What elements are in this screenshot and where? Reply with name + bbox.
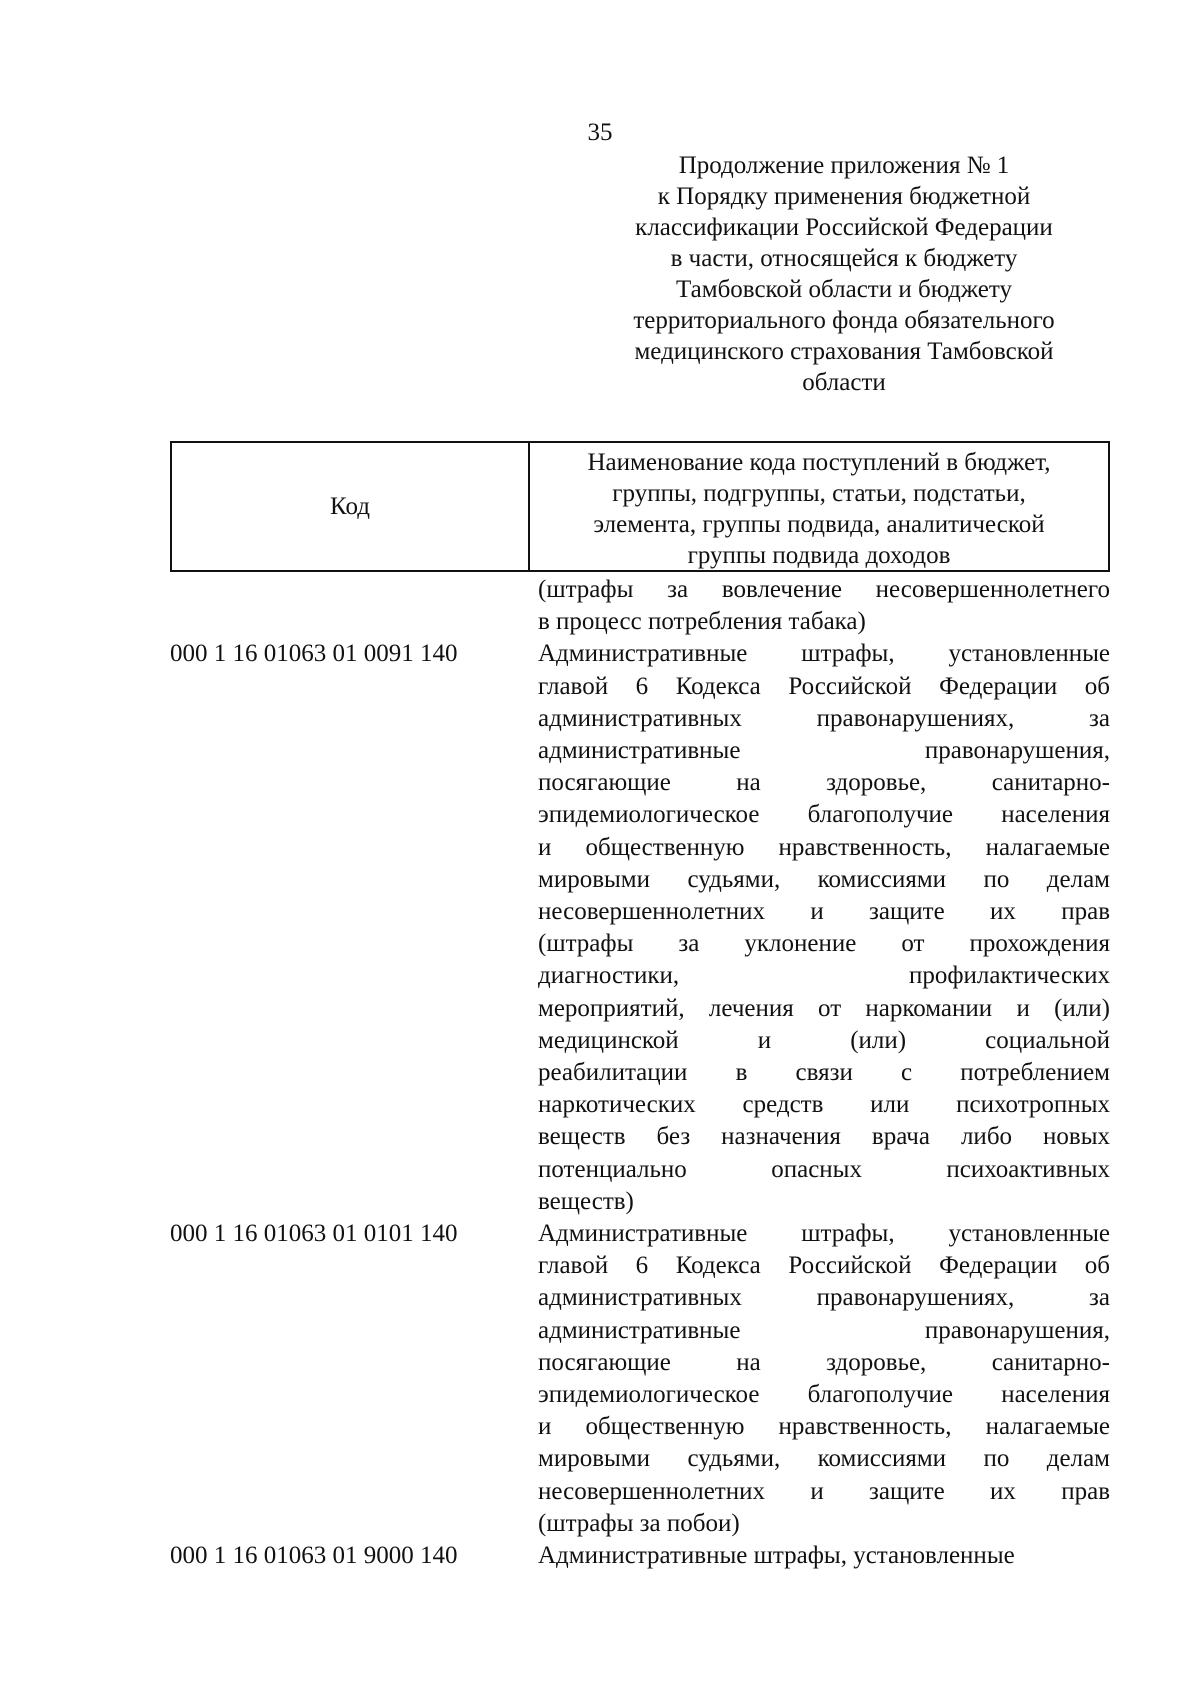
row-code: 000 1 16 01063 01 0101 140 xyxy=(170,1220,458,1248)
table-body xyxy=(170,574,1110,1572)
description-line: веществ) xyxy=(538,1187,634,1215)
description-line: эпидемиологическое благополучие населения xyxy=(538,801,1110,829)
description-line: эпидемиологическое благополучие населения xyxy=(538,1381,1110,1409)
appendix-note-line: территориального фонда обязательного xyxy=(633,307,1055,334)
appendix-note-line: к Порядку применения бюджетной xyxy=(657,183,1031,210)
description-line: Административные штрафы, установленные xyxy=(538,1542,1015,1570)
row-code: 000 1 16 01063 01 9000 140 xyxy=(170,1542,458,1570)
header-name-line: Наименование кода поступлений в бюджет, xyxy=(587,449,1051,476)
row-description xyxy=(536,638,1110,1218)
description-line: главой 6 Кодекса Российской Федерации об xyxy=(538,672,1110,700)
table-row xyxy=(170,1218,1110,1540)
header-name-label xyxy=(530,443,1108,570)
description-line: диагностики, профилактических xyxy=(538,962,1110,990)
description-line: посягающие на здоровье, санитарно- xyxy=(538,769,1110,797)
appendix-note-line: медицинского страхования Тамбовской xyxy=(634,338,1054,365)
description-line: веществ без назначения врача либо новых xyxy=(538,1123,1110,1151)
header-name-line: группы подвида доходов xyxy=(687,542,951,569)
description-line: мировыми судьями, комиссиями по делам xyxy=(538,865,1110,893)
description-line: несовершеннолетних и защите их прав xyxy=(538,898,1110,926)
description-line: несовершеннолетних и защите их прав xyxy=(538,1477,1110,1505)
header-name-line: группы, подгруппы, статьи, подстатьи, xyxy=(612,480,1026,507)
table-row xyxy=(170,1540,1110,1572)
description-line: главой 6 Кодекса Российской Федерации об xyxy=(538,1252,1110,1280)
table-header xyxy=(170,441,1110,572)
row-description xyxy=(536,574,1110,638)
header-name-line: элемента, группы подвида, аналитической xyxy=(593,511,1045,538)
appendix-note xyxy=(608,150,1080,398)
row-code: 000 1 16 01063 01 0091 140 xyxy=(170,640,458,668)
appendix-note-line: Тамбовской области и бюджету xyxy=(676,276,1012,303)
description-line: (штрафы за вовлечение несовершеннолетнего xyxy=(538,576,1110,603)
description-line: Административные штрафы, установленные xyxy=(538,640,1110,668)
description-line: административные правонарушения, xyxy=(538,737,1110,765)
description-line: потенциально опасных психоактивных xyxy=(538,1155,1110,1183)
description-line: административных правонарушениях, за xyxy=(538,1284,1110,1312)
header-code-label: Код xyxy=(172,443,530,570)
description-line: наркотических средств или психотропных xyxy=(538,1091,1110,1119)
description-line: Административные штрафы, установленные xyxy=(538,1220,1110,1248)
row-description xyxy=(536,1540,1110,1572)
appendix-note-line: в части, относящейся к бюджету xyxy=(670,245,1018,272)
table-row xyxy=(170,638,1110,1218)
row-description xyxy=(536,1218,1110,1540)
description-line: посягающие на здоровье, санитарно- xyxy=(538,1348,1110,1376)
table-row xyxy=(170,574,1110,638)
appendix-note-line: области xyxy=(802,369,886,396)
description-line: (штрафы за побои) xyxy=(538,1509,740,1537)
description-line: административных правонарушениях, за xyxy=(538,704,1110,732)
description-line: медицинской и (или) социальной xyxy=(538,1026,1110,1054)
description-line: реабилитации в связи с потреблением xyxy=(538,1059,1110,1087)
appendix-note-line: классификации Российской Федерации xyxy=(635,214,1053,241)
row-code xyxy=(170,574,536,638)
description-line: (штрафы за уклонение от прохождения xyxy=(538,930,1110,958)
description-line: мероприятий, лечения от наркомании и (или) xyxy=(538,994,1110,1022)
appendix-note-line: Продолжение приложения № 1 xyxy=(678,152,1010,179)
description-line: и общественную нравственность, налагаемые xyxy=(538,1413,1110,1441)
description-line: мировыми судьями, комиссиями по делам xyxy=(538,1445,1110,1473)
page-number: 35 xyxy=(587,119,613,146)
description-line: в процесс потребления табака) xyxy=(538,608,866,636)
description-line: и общественную нравственность, налагаемые xyxy=(538,833,1110,861)
description-line: административные правонарушения, xyxy=(538,1316,1110,1344)
